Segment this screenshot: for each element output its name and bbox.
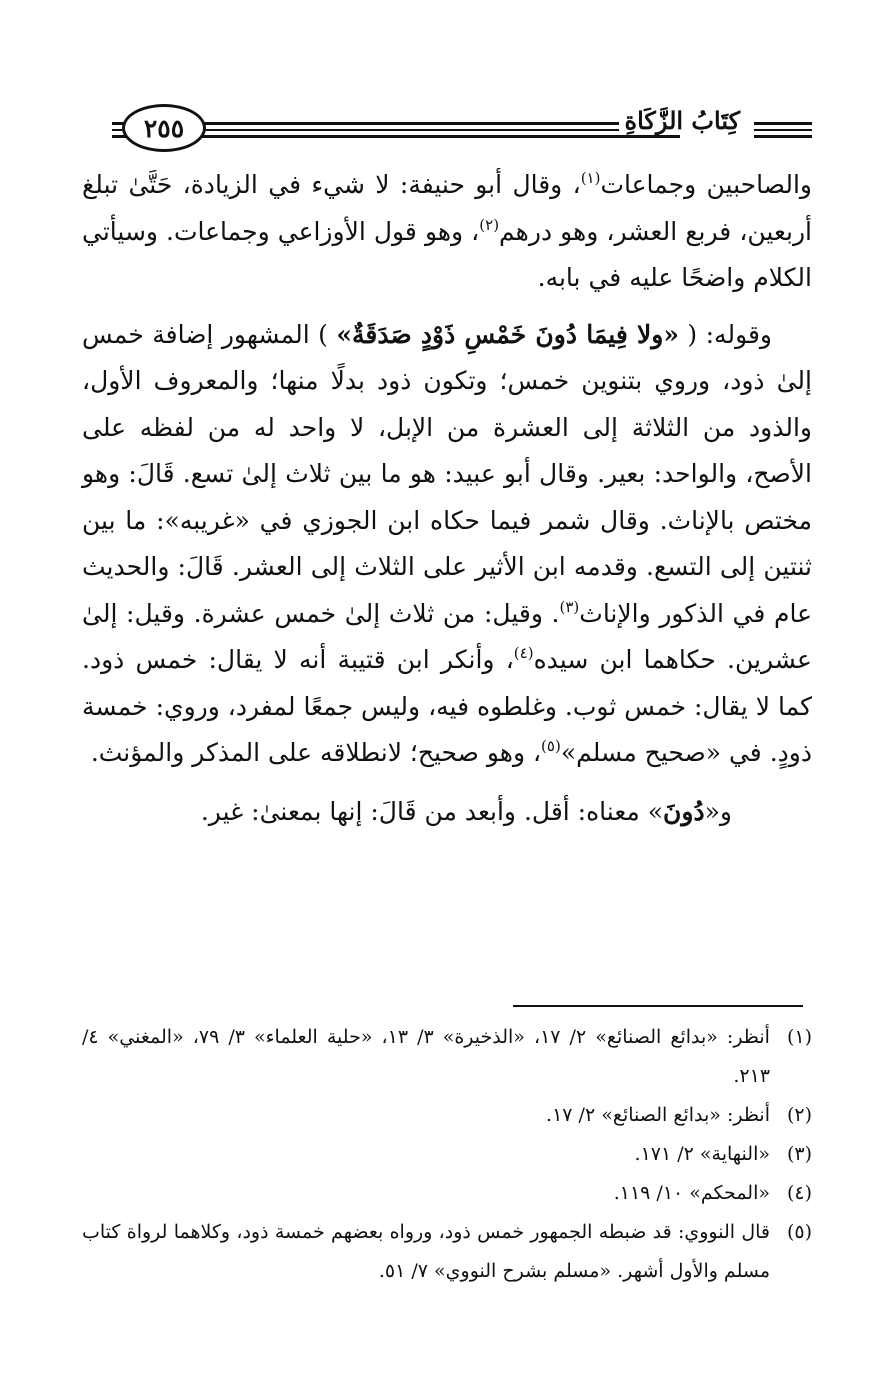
footnote-5 (82, 1213, 812, 1291)
footnote-ref-2[interactable]: (٢) (479, 215, 500, 234)
footnote-number: (١) (786, 1026, 812, 1048)
header-rule-middle (200, 122, 680, 138)
footnote-text: قال النووي: قد ضبطه الجمهور خمس ذود، ورواه بعضهم خمسة ذود، وكلاهما لرواة كتاب مسلم والأول أشهر. «مسلم بشرح النووي» ٧/ ٥١. (82, 1221, 770, 1282)
footnote-2 (82, 1096, 812, 1135)
footnote-text: أنظر: «بدائع الصنائع» ٢/ ١٧، «الذخيرة» ٣/ ١٣، «حلية العلماء» ٣/ ٧٩، «المغني» ٤/ ٢١٣. (82, 1026, 770, 1087)
footnote-number: (٢) (786, 1104, 812, 1126)
page-number: ٢٥٥ (122, 104, 206, 152)
text-run: ، وقال أبو حنيفة: لا شيء في الزيادة، حَتَّىٰ تبلغ أربعين، فربع العشر، وهو درهم (82, 170, 812, 246)
footnote-1 (82, 1018, 812, 1096)
text-run: » معناه: أقل. وأبعد من قَالَ: إنها بمعنىٰ: غير. (200, 796, 664, 826)
text-run: ، وهو قول الأوزاعي وجماعات. وسيأتي الكلام واضحًا عليه في بابه. (82, 216, 812, 292)
footnote-text: «المحكم» ١٠/ ١١٩. (613, 1182, 770, 1204)
text-run: ، وهو صحيح؛ لانطلاقه على المذكر والمؤنث. (90, 738, 542, 767)
footnote-number: (٤) (786, 1182, 812, 1204)
header-rule-right (754, 122, 812, 138)
footnotes (82, 1018, 812, 1291)
footnote-ref-3[interactable]: (٣) (559, 597, 580, 616)
paragraph-3 (82, 789, 812, 836)
running-head: كِتَابُ الزَّكَاةِ (619, 106, 746, 135)
footnote-text: «النهاية» ٢/ ١٧١. (634, 1143, 770, 1165)
footnote-ref-1[interactable]: (١) (580, 169, 601, 187)
text-run: . وقيل: من ثلاث إلىٰ خمس عشرة. وقيل: إلىٰ عشرين. حكاهما ابن سيده (82, 598, 812, 674)
text-run: ) المشهور إضافة خمس إلىٰ ذود، وروي بتنوين خمس؛ وتكون ذود بدلًا منها؛ والمعروف الأول، والذود من الثلاثة إلى العشرة من الإبل، لا واحد له من لفظه على الأصح، والواحد: بعير. وقال أبو عبيد: هو ما بين ثلاث إلىٰ تسع. قَالَ: وهو مختص بالإناث. وقال شمر فيما حكاه ابن الجوزي في «غريبه»: ما بين ثنتين إلى التسع. وقدمه ابن الأثير على الثلاث إلى العشر. قَالَ: والحديث عام في الذكور والإناث (82, 319, 813, 628)
text-run: ، وأنكر ابن قتيبة أنه لا يقال: خمس ذود. كما لا يقال: خمس ثوب. وغلطوه فيه، وليس جمعًا لمفرد، وروي: خمسة ذودٍ. في «صحيح مسلم» (82, 645, 812, 767)
footnote-ref-4[interactable]: (٤) (513, 644, 534, 662)
text-run: وقوله: ( (678, 319, 773, 349)
hadith-quote: «ولا فِيمَا دُونَ خَمْسِ ذَوْدٍ صَدَقَةٌ» (336, 319, 679, 349)
page-header (82, 100, 812, 152)
paragraph-2 (82, 312, 812, 777)
footnote-3 (82, 1135, 812, 1174)
footnote-number: (٥) (786, 1221, 812, 1243)
quoted-word: دُونَ (663, 796, 705, 826)
footnote-4 (82, 1174, 812, 1213)
footnote-separator (513, 1005, 803, 1007)
footnote-text: أنظر: «بدائع الصنائع» ٢/ ١٧. (546, 1104, 770, 1126)
footnote-number: (٣) (786, 1143, 812, 1165)
text-run: و« (704, 796, 732, 826)
main-text (82, 162, 812, 835)
footnote-ref-5[interactable]: (٥) (541, 737, 561, 755)
text-run: والصاحبين وجماعات (600, 170, 812, 199)
paragraph-1 (82, 162, 812, 302)
